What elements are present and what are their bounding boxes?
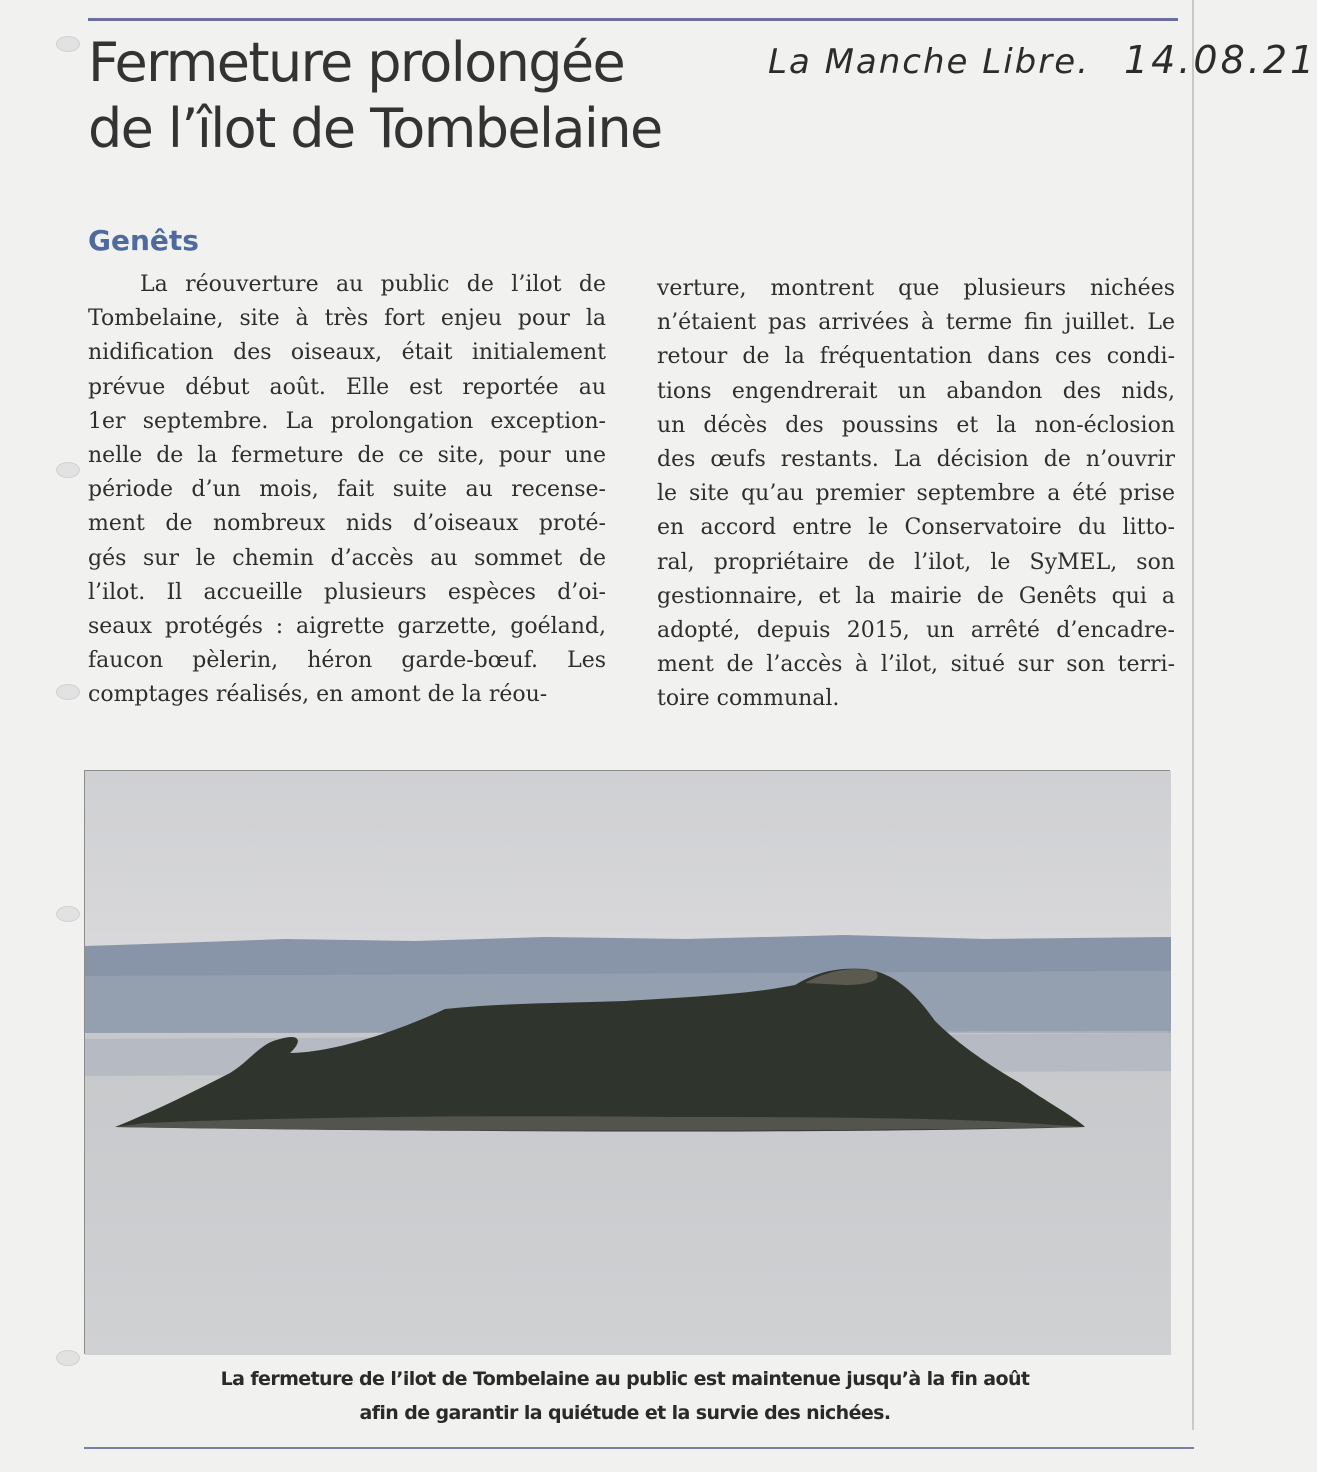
text-line: seaux protégés : aigrette garzette, goéland,	[88, 614, 606, 640]
article-column-2	[657, 272, 1175, 717]
text-line: ral, propriétaire de l’ilot, le SyMEL, son	[657, 549, 1175, 575]
text-line: adopté, depuis 2015, un arrêté d’encadre-	[657, 618, 1175, 644]
text-line: verture, montrent que plusieurs nichées	[657, 276, 1175, 301]
handwritten-source: La Manche Libre.	[768, 42, 1090, 82]
text-line: prévue début août. Elle est reportée au	[88, 374, 606, 400]
text-line: un décès des poussins et la non-éclosion	[657, 412, 1175, 438]
headline-line-1: Fermeture prolongée	[88, 31, 625, 94]
text-line: des œufs restants. La décision de n’ouvrir	[657, 447, 1175, 473]
text-line: Tombelaine, site à très fort enjeu pour la	[88, 306, 606, 332]
text-line: ment de nombreux nids d’oiseaux proté-	[88, 511, 606, 537]
article-column-1	[88, 268, 606, 713]
text-line: nelle de la fermeture de ce site, pour une	[88, 443, 606, 469]
handwritten-date: 14.08.21	[1123, 38, 1317, 82]
island-photo	[84, 770, 1170, 1354]
dateline: Genêts	[88, 224, 199, 257]
top-rule	[88, 18, 1178, 21]
punch-hole	[56, 906, 80, 922]
text-line: le site qu’au premier septembre a été prise	[657, 481, 1175, 507]
sky	[85, 771, 1171, 946]
text-line: faucon pèlerin, héron garde-bœuf. Les	[88, 648, 606, 674]
text-line: gestionnaire, et la mairie de Genêts qui a	[657, 583, 1175, 609]
punch-hole	[56, 1350, 80, 1366]
handwritten-note	[768, 38, 1317, 82]
text-line: La réouverture au public de l’ilot de	[140, 272, 606, 297]
text-line: période d’un mois, fait suite au recense-	[88, 477, 606, 503]
text-line: ment de l’accès à l’ilot, situé sur son terri-	[657, 652, 1175, 678]
text-line: nidification des oiseaux, était initialement	[88, 340, 606, 366]
caption-line-2: afin de garantir la quiétude et la survie des nichées.	[359, 1402, 891, 1424]
text-line: gés sur le chemin d’accès au sommet de	[88, 545, 606, 571]
island-photo-illustration	[85, 771, 1171, 1355]
text-line: tions engendrerait un abandon des nids,	[657, 378, 1175, 404]
caption-line-1: La fermeture de l’ilot de Tombelaine au public est maintenue jusqu’à la fin août	[220, 1368, 1030, 1390]
headline	[88, 30, 788, 162]
punch-hole	[56, 462, 80, 478]
text-line: n’étaient pas arrivées à terme fin juillet. Le	[657, 310, 1175, 336]
text-line: retour de la fréquentation dans ces condi-	[657, 344, 1175, 370]
text-line: 1er septembre. La prolongation exception-	[88, 408, 606, 434]
punch-hole	[56, 36, 80, 52]
headline-line-2: de l’îlot de Tombelaine	[88, 97, 662, 160]
bottom-rule	[84, 1447, 1194, 1449]
text-line: l’ilot. Il accueille plusieurs espèces d’oi-	[88, 579, 606, 605]
photo-caption	[150, 1362, 1100, 1430]
punch-hole	[56, 684, 80, 700]
text-line: comptages réalisés, en amont de la réou-	[88, 682, 548, 708]
text-line: toire communal.	[657, 686, 840, 712]
text-line: en accord entre le Conservatoire du litto-	[657, 515, 1175, 541]
page-edge	[1192, 0, 1194, 1430]
